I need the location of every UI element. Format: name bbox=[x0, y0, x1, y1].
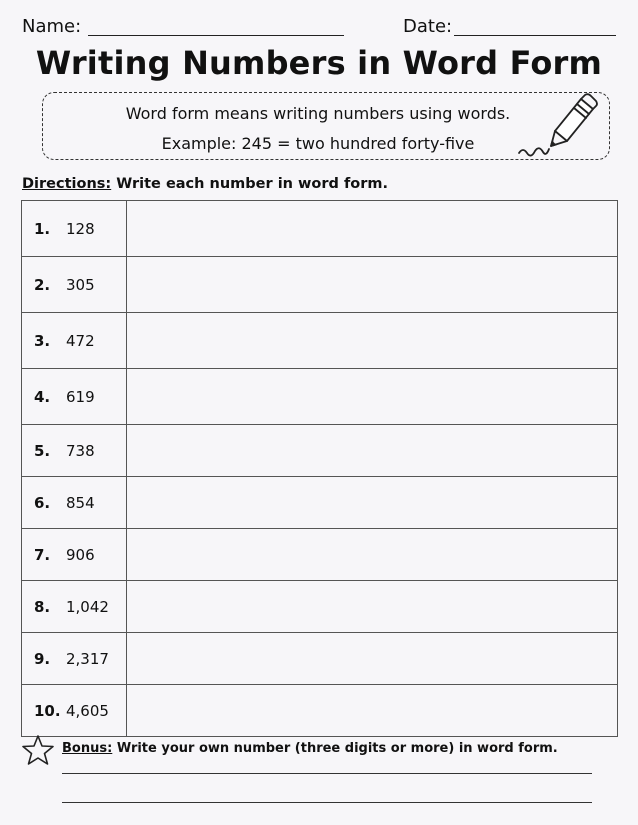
problem-cell bbox=[22, 529, 127, 581]
problem-number: 619 bbox=[66, 387, 95, 406]
answer-cell[interactable] bbox=[127, 201, 618, 257]
problem-number: 1,042 bbox=[66, 597, 109, 616]
answer-cell[interactable] bbox=[127, 313, 618, 369]
table-row bbox=[22, 581, 618, 633]
problem-number: 472 bbox=[66, 331, 95, 350]
date-field[interactable] bbox=[454, 35, 616, 36]
problem-index: 4. bbox=[34, 387, 51, 406]
problem-number: 906 bbox=[66, 545, 95, 564]
table-row bbox=[22, 369, 618, 425]
bonus-label: Bonus: bbox=[62, 741, 113, 756]
problem-index: 8. bbox=[34, 597, 51, 616]
date-label: Date: bbox=[403, 16, 453, 37]
table-row bbox=[22, 633, 618, 685]
problem-cell bbox=[22, 685, 127, 737]
pencil-icon bbox=[515, 91, 607, 161]
problem-number: 4,605 bbox=[66, 701, 109, 720]
table-row bbox=[22, 201, 618, 257]
table-row bbox=[22, 257, 618, 313]
problem-number: 854 bbox=[66, 493, 95, 512]
problem-index: 3. bbox=[34, 331, 51, 350]
name-label: Name: bbox=[22, 16, 82, 37]
answer-cell[interactable] bbox=[127, 633, 618, 685]
problem-number: 738 bbox=[66, 441, 95, 460]
problem-index: 5. bbox=[34, 441, 51, 460]
answer-cell[interactable] bbox=[127, 581, 618, 633]
problem-index: 1. bbox=[34, 219, 51, 238]
problem-index: 2. bbox=[34, 275, 51, 294]
directions-text: Write each number in word form. bbox=[116, 176, 389, 192]
answer-cell[interactable] bbox=[127, 685, 618, 737]
answer-cell[interactable] bbox=[127, 477, 618, 529]
problem-cell bbox=[22, 313, 127, 369]
page-title: Writing Numbers in Word Form bbox=[35, 44, 603, 82]
answer-cell[interactable] bbox=[127, 257, 618, 313]
problem-number: 305 bbox=[66, 275, 95, 294]
problem-cell bbox=[22, 425, 127, 477]
answer-table bbox=[21, 200, 618, 737]
table-row bbox=[22, 313, 618, 369]
problem-index: 7. bbox=[34, 545, 51, 564]
star-icon bbox=[22, 734, 54, 766]
table-row bbox=[22, 425, 618, 477]
name-field[interactable] bbox=[88, 35, 344, 36]
bonus-answer-line[interactable] bbox=[62, 773, 592, 774]
bonus-prompt bbox=[62, 741, 558, 756]
directions-label: Directions: bbox=[22, 176, 112, 192]
problem-number: 2,317 bbox=[66, 649, 109, 668]
definition-text: Word form means writing numbers using words. bbox=[125, 104, 511, 123]
table-row bbox=[22, 529, 618, 581]
bonus-answer-line[interactable] bbox=[62, 802, 592, 803]
problem-cell bbox=[22, 633, 127, 685]
problem-cell bbox=[22, 581, 127, 633]
answer-cell[interactable] bbox=[127, 529, 618, 581]
problem-cell bbox=[22, 201, 127, 257]
answer-cell[interactable] bbox=[127, 369, 618, 425]
problem-cell bbox=[22, 257, 127, 313]
table-row bbox=[22, 685, 618, 737]
problem-index: 9. bbox=[34, 649, 51, 668]
bonus-text: Write your own number (three digits or more) in word form. bbox=[116, 741, 558, 756]
info-box bbox=[42, 92, 610, 160]
problem-number: 128 bbox=[66, 219, 95, 238]
problem-index: 10. bbox=[34, 701, 61, 720]
problem-cell bbox=[22, 477, 127, 529]
problem-index: 6. bbox=[34, 493, 51, 512]
answer-cell[interactable] bbox=[127, 425, 618, 477]
worksheet-header bbox=[22, 14, 618, 40]
directions bbox=[22, 176, 388, 192]
table-row bbox=[22, 477, 618, 529]
example-text: Example: 245 = two hundred forty-five bbox=[161, 134, 475, 153]
problem-cell bbox=[22, 369, 127, 425]
